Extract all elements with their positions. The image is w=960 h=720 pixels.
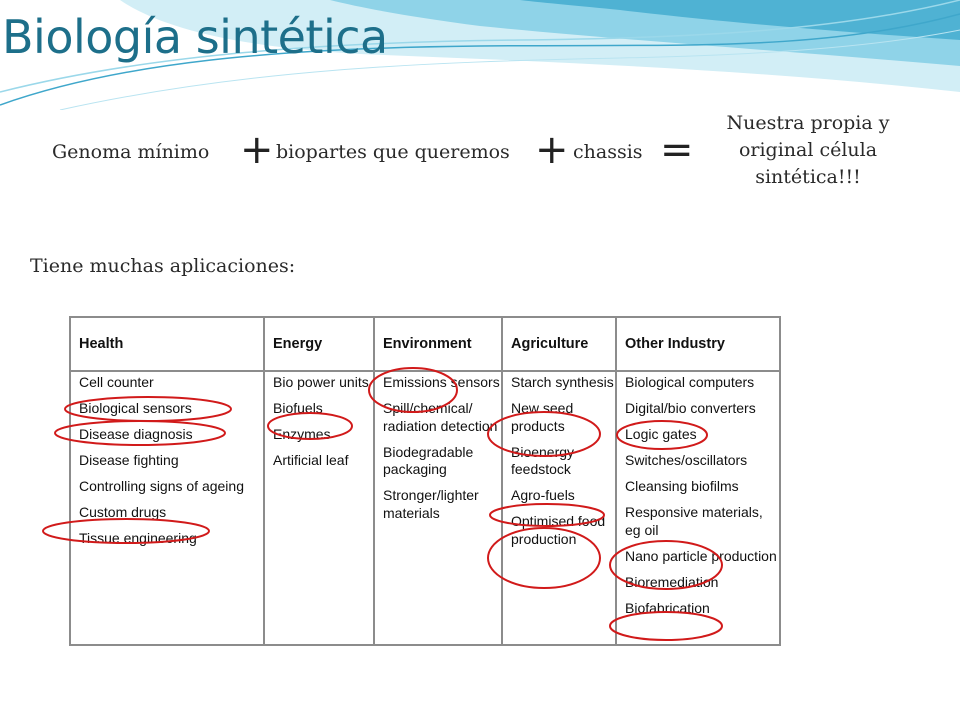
list-item: Custom drugs — [79, 504, 167, 520]
list-item: Bio power units — [273, 374, 369, 390]
list-item: Stronger/lighter materials — [383, 487, 479, 521]
list-item: Artificial leaf — [273, 452, 349, 468]
column-header: Agriculture — [502, 317, 616, 371]
column-cell-health — [70, 371, 264, 645]
list-item: Logic gates — [625, 426, 697, 442]
list-item: Enzymes — [273, 426, 331, 442]
list-item: Disease fighting — [79, 452, 179, 468]
column-cell-agriculture — [502, 371, 616, 645]
list-item: Biological computers — [625, 374, 755, 390]
term-genoma-minimo: Genoma mínimo — [52, 141, 210, 163]
column-header: Other Industry — [616, 317, 780, 371]
term-chassis: chassis — [573, 141, 643, 163]
list-item: Disease diagnosis — [79, 426, 193, 442]
applications-table — [69, 316, 781, 646]
list-item: Optimised food production — [511, 513, 606, 547]
column-header: Health — [70, 317, 264, 371]
column-cell-energy — [264, 371, 374, 645]
list-item: Switches/oscillators — [625, 452, 748, 468]
list-item: New seed products — [511, 400, 574, 434]
column-cell-environment — [374, 371, 502, 645]
equation-result: Nuestra propia y original célula sintética!!! — [726, 112, 890, 188]
plus-sign: + — [240, 127, 274, 173]
column-header: Energy — [264, 317, 374, 371]
list-item: Biofabrication — [625, 599, 710, 616]
table-header-row — [70, 317, 780, 371]
list-item: Biofuels — [273, 400, 323, 416]
term-biopartes: biopartes que queremos — [276, 141, 510, 163]
list-item: Starch synthesis — [511, 374, 614, 390]
list-item: Cell counter — [79, 374, 154, 390]
plus-sign: + — [535, 127, 569, 173]
list-item: Tissue engineering — [79, 530, 197, 546]
list-item: Cleansing biofilms — [625, 478, 739, 494]
table-row — [70, 371, 780, 645]
list-item: Biological sensors — [79, 400, 192, 416]
applications-heading: Tiene muchas aplicaciones: — [30, 255, 296, 277]
list-item: Controlling signs of ageing — [79, 478, 244, 494]
list-item: Bioenergy feedstock — [511, 443, 575, 477]
list-item: Agro-fuels — [511, 487, 575, 503]
list-item: Digital/bio converters — [625, 400, 756, 416]
slide-title: Biología sintética — [2, 10, 388, 64]
equals-sign: = — [660, 127, 694, 173]
list-item: Spill/chemical/ radiation detection — [383, 400, 498, 434]
list-item: Nano particle production — [625, 547, 777, 564]
list-item: Biodegradable packaging — [383, 443, 474, 477]
list-item: Emissions sensors — [383, 374, 500, 390]
list-item: Responsive materials, eg oil — [625, 504, 763, 538]
column-header: Environment — [374, 317, 502, 371]
column-cell-other-industry — [616, 371, 780, 645]
list-item: Bioremediation — [625, 573, 719, 590]
